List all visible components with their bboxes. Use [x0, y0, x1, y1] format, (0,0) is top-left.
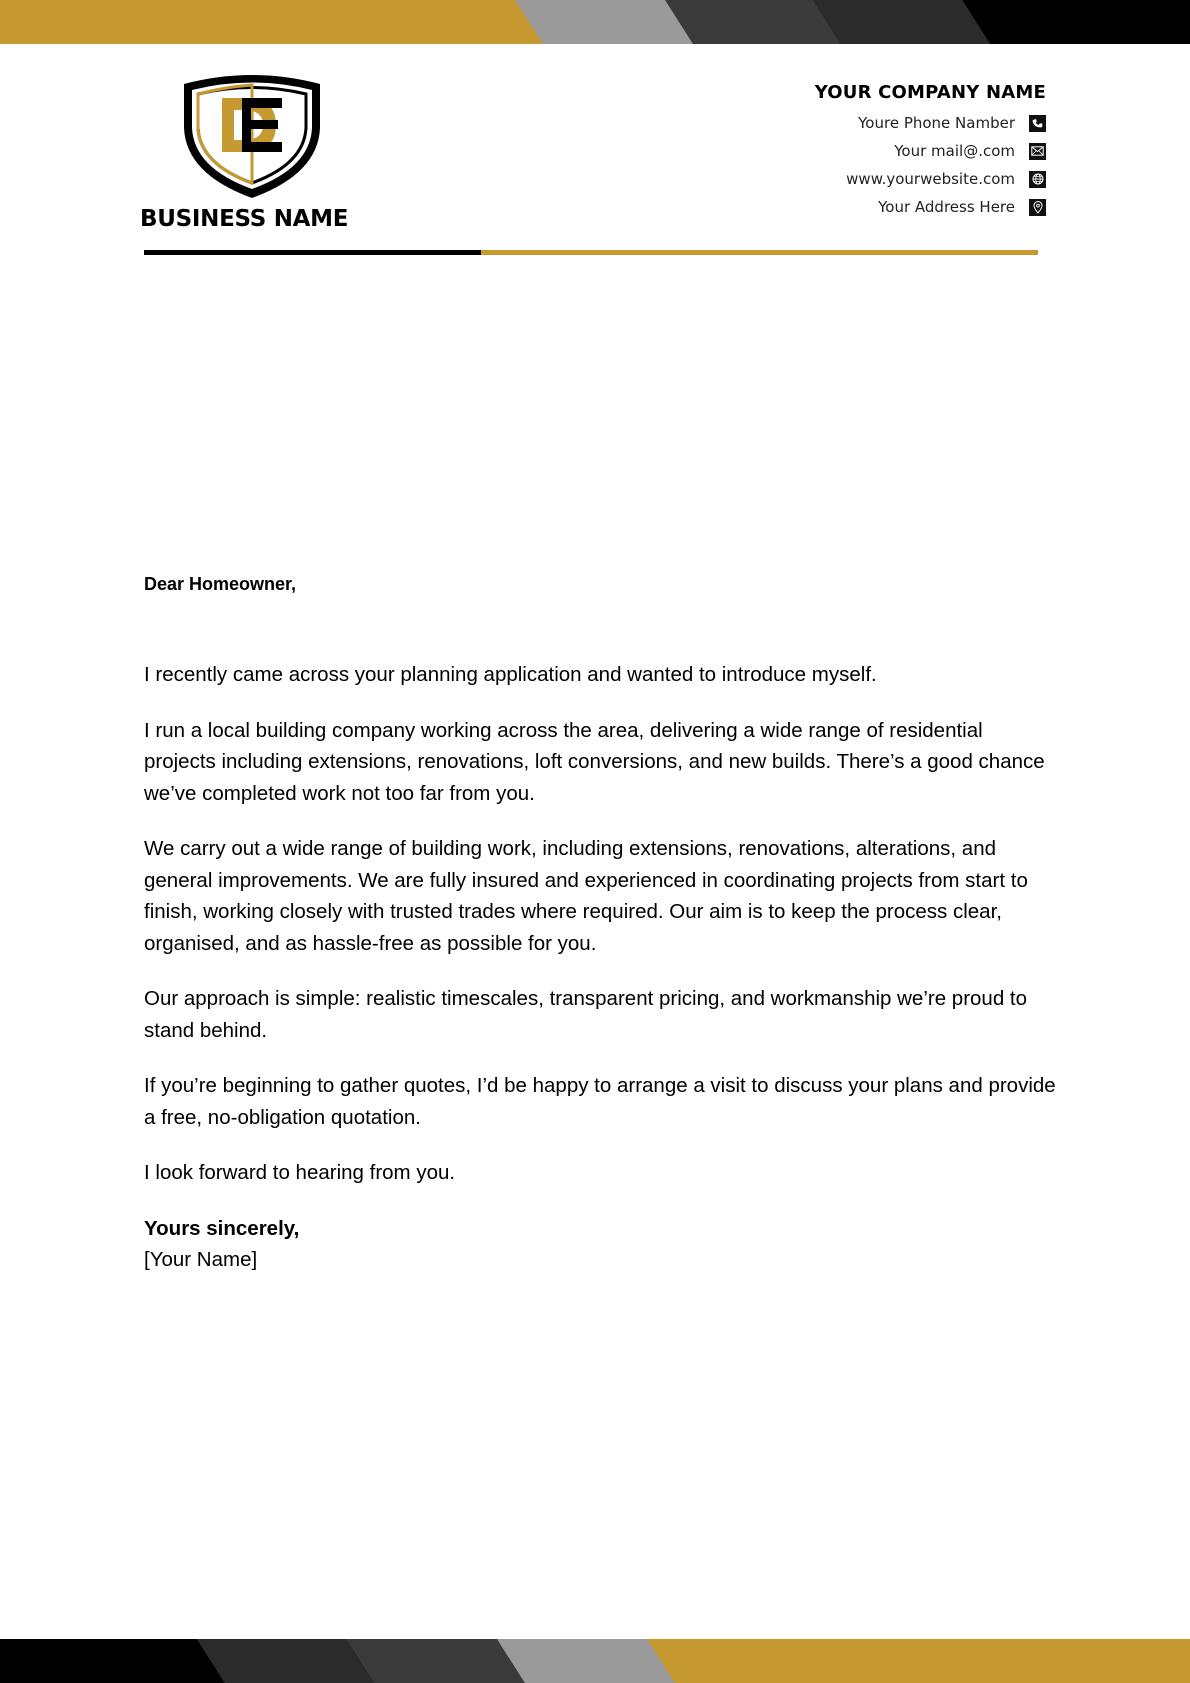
contact-website-text: www.yourwebsite.com — [846, 170, 1015, 188]
contact-address — [815, 193, 1046, 221]
header-rule-gold — [481, 250, 1038, 255]
globe-icon — [1029, 171, 1046, 188]
bottom-decorative-band — [0, 1639, 1190, 1683]
phone-icon — [1029, 115, 1046, 132]
contact-website — [815, 165, 1046, 193]
letter-paragraph: Our approach is simple: realistic timescales, transparent pricing, and workmanship we’re proud to stand behind. — [144, 987, 1028, 1042]
contact-address-text: Your Address Here — [878, 198, 1015, 216]
contact-phone-text: Youre Phone Namber — [858, 114, 1015, 132]
letter-paragraph: I run a local building company working across the area, delivering a wide range of residential projects including extensions, renovations, loft conversions, and new builds. There’s a good chance we’ve completed work not too far from you. — [144, 718, 1045, 805]
contact-email-text: Your mail@.com — [894, 142, 1015, 160]
shield-icon — [180, 72, 325, 202]
letter-greeting: Dear Homeowner, — [144, 574, 297, 594]
letter-paragraph: I look forward to hearing from you. — [144, 1161, 456, 1184]
mail-icon — [1029, 143, 1046, 160]
business-name: BUSINESS NAME — [140, 206, 349, 232]
letter-signer: [Your Name] — [144, 1248, 258, 1271]
company-name: YOUR COMPANY NAME — [814, 82, 1046, 103]
company-contact-block — [815, 82, 1046, 221]
contact-email — [815, 137, 1046, 165]
letter-paragraph: We carry out a wide range of building work, including extensions, renovations, alterations, and general improvements. We are fully insured and experienced in coordinating projects from start to finish, working closely with trusted trades where required. Our aim is to keep the process clear, organised, and as hassle-free as possible for you. — [144, 837, 1028, 955]
letter-paragraph: I recently came across your planning application and wanted to introduce myself. — [144, 663, 877, 686]
letter-body — [144, 574, 1056, 1276]
letter-paragraph: If you’re beginning to gather quotes, I’d be happy to arrange a visit to discuss your plans and provide a free, no-obligation quotation. — [144, 1074, 1056, 1129]
location-pin-icon — [1029, 199, 1046, 216]
header-rule-black — [144, 250, 481, 255]
letter-closing: Yours sincerely, — [144, 1216, 300, 1240]
contact-phone — [815, 109, 1046, 137]
top-decorative-band — [0, 0, 1190, 44]
company-logo — [140, 72, 365, 242]
